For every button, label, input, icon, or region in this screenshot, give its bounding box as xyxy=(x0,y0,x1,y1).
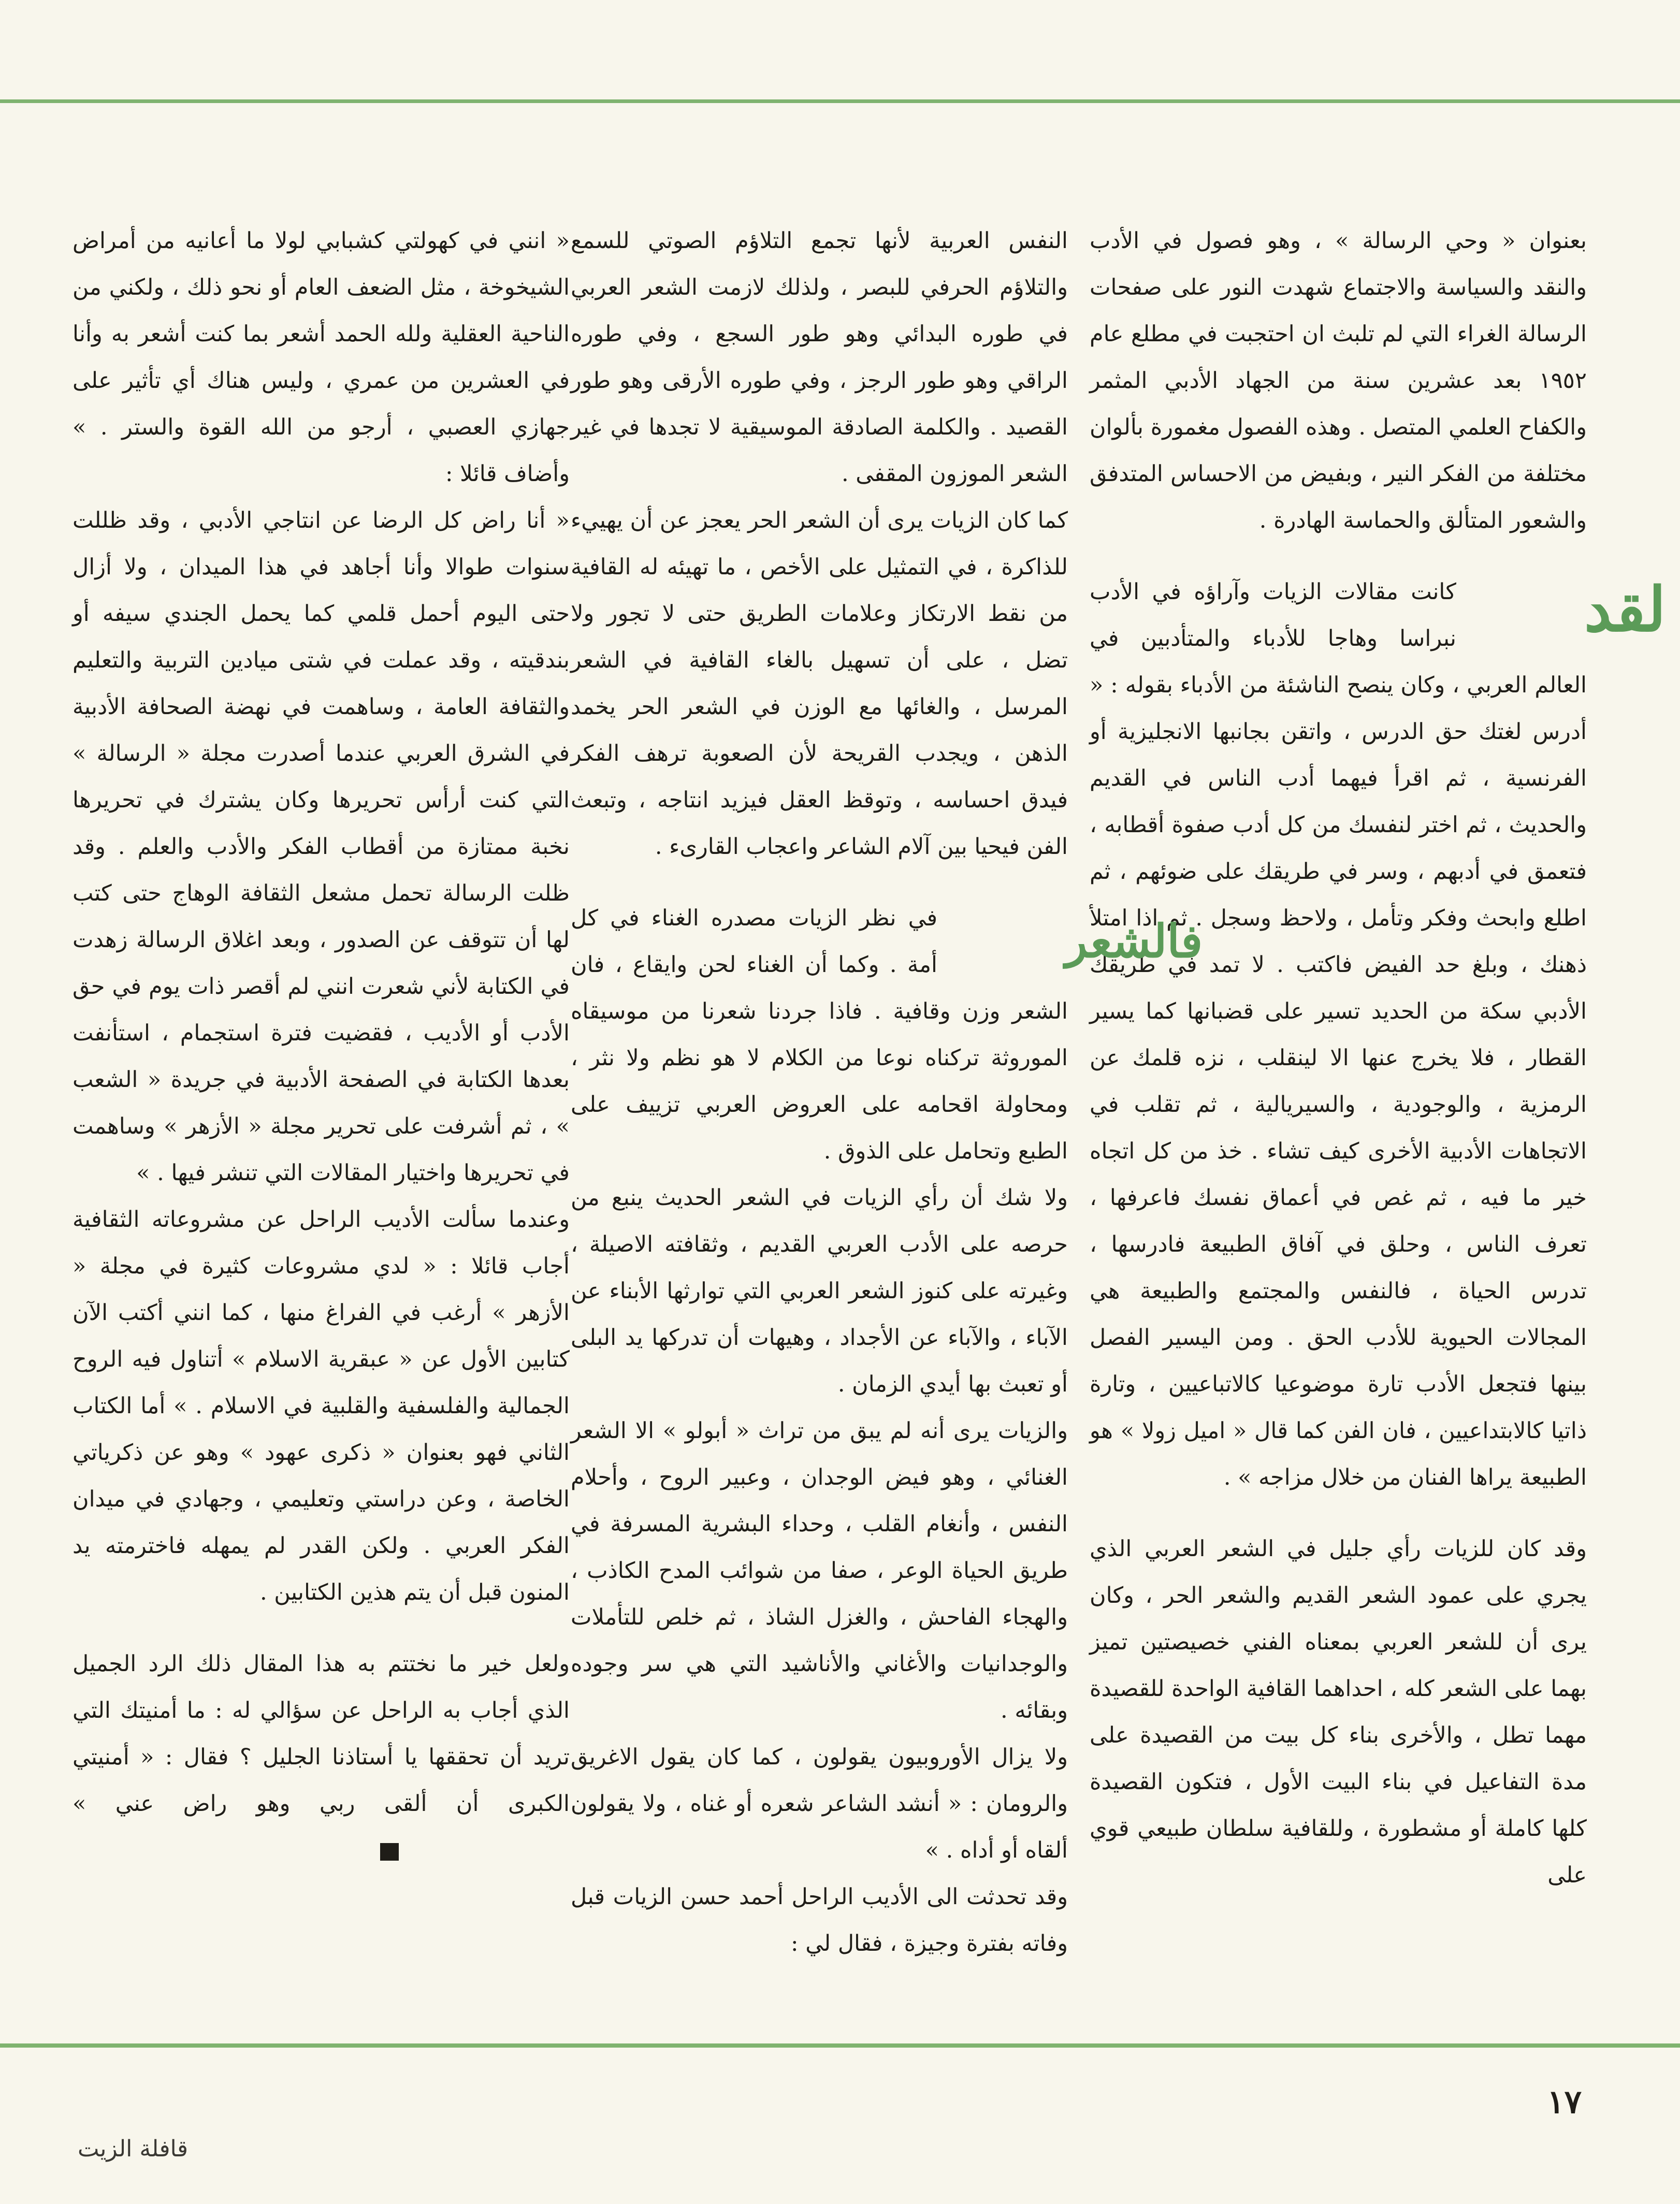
paragraph: وعندما سألت الأديب الراحل عن مشروعاته الثقافية أجاب قائلا : « لدي مشروعات كثيرة في مجلة « الأزهر » أرغب في الفراغ منها ، كما انني أكتب الآن كتابين الأول عن « عبقرية الاسلام » أتناول فيه الروح الجمالية والفلسفية والقلبية في الاسلام . » أما الكتاب الثاني فهو بعنوان « ذكرى عهود » وهو عن ذكرياتي الخاصة ، وعن دراستي وتعليمي ، وجهادي في ميدان الفكر العربي . ولكن القدر لم يمهله فاخترمته يد المنون قبل أن يتم هذين الكتابين . xyxy=(73,1207,570,1605)
top-green-rule xyxy=(0,99,1680,103)
drop-cap-word xyxy=(1468,573,1666,650)
paragraph-with-drop-cap xyxy=(571,895,1203,1174)
bottom-green-rule xyxy=(0,2043,1680,2048)
end-of-article-square-icon xyxy=(380,1843,399,1861)
paragraph: النفس العربية لأنها تجمع التلاؤم الصوتي للسمع والتلاؤم الحرفي للبصر ، ولذلك لازمت الشعر العربي في طوره البدائي وهو طور السجع ، وفي طوره الراقي وهو طور الرجز ، وفي طوره الأرقى وهو طور القصيد . والكلمة الصادقة الموسيقية لا تجدها في غير الشعر الموزون المقفى . xyxy=(571,228,1068,487)
drop-cap-text: لقد xyxy=(1584,573,1666,645)
paragraph: كما كان الزيات يرى أن الشعر الحر يعجز عن أن يهييء للذاكرة ، في التمثيل على الأخص ، ما تهيئه له القافية من نقط الارتكاز وعلامات الطريق حتى لا تجور ولا تضل ، على أن تسهيل بالغاء القافية في الشعر المرسل ، والغائها مع الوزن في الشعر الحر يخمد الذهن ، ويجدب القريحة لأن الصعوبة ترهف الفكر فيدق احساسه ، وتوقظ العقل فيزيد انتاجه ، وتبعث الفن فيحيا بين آلام الشاعر واعجاب القارىء . xyxy=(571,508,1068,860)
paragraph: وقد تحدثت الى الأديب الراحل أحمد حسن الزيات قبل وفاته بفترة وجيزة ، فقال لي : xyxy=(571,1884,1068,1956)
paragraph: ولا يزال الأوروبيون يقولون ، كما كان يقول الاغريق والرومان : « أنشد الشاعر شعره أو غناه ، ولا يقولون ألقاه أو أداه . » xyxy=(571,1744,1068,1863)
article-column-right xyxy=(1090,218,1666,1937)
article-column-left xyxy=(73,218,570,1937)
paragraph: « أنا راض كل الرضا عن انتاجي الأدبي ، وقد ظللت سنوات طوالا وأنا أجاهد في هذا الميدان ، ولا أزال حتى اليوم أحمل قلمي كما يحمل الجندي سيفه أو بندقيته ، وقد عملت في شتى ميادين التربية والتعليم والثقافة العامة ، وساهمت في نهضة الصحافة الأدبية في الشرق العربي عندما أصدرت مجلة « الرسالة » التي كنت أرأس تحريرها وكان يشترك في تحريرها نخبة ممتازة من أقطاب الفكر والأدب والعلم . وقد ظلت الرسالة تحمل مشعل الثقافة الوهاج حتى كتب لها أن تتوقف عن الصدور ، وبعد اغلاق الرسالة زهدت في الكتابة لأني شعرت انني لم أقصر ذات يوم في حق الأدب أو الأديب ، فقضيت فترة استجمام ، استأنفت بعدها الكتابة في الصفحة الأدبية في جريدة « الشعب » ، ثم أشرفت على تحرير مجلة « الأزهر » وساهمت في تحريرها واختيار المقالات التي تنشر فيها . » xyxy=(73,508,570,1186)
drop-cap-text: فالشعر xyxy=(1065,914,1203,968)
calligraphic-drop-cap xyxy=(949,899,1203,977)
article-column-middle xyxy=(571,218,1203,1956)
paragraph-body: في نظر الزيات مصدره الغناء في كل أمة . وكما أن الغناء لحن وايقاع ، فان الشعر وزن وقافية . فاذا جردنا شعرنا من موسيقاه الموروثة تركناه نوعا من الكلام لا هو نظم ولا نثر ، ومحاولة اقحامه على العروض العربي تزييف على الطبع وتحامل على الذوق . xyxy=(571,905,1068,1164)
paragraph-body: كانت مقالات الزيات وآراؤه في الأدب نبراسا وهاجا للأدباء والمتأدبين في العالم العربي ، وكان ينصح الناشئة من الأدباء بقوله : « أدرس لغتك حق الدرس ، واتقن بجانبها الانجليزية أو الفرنسية ، ثم اقرأ فيهما أدب الناس في القديم والحديث ، ثم اختر لنفسك من كل أدب صفوة أقطابه ، فتعمق في أدبهم ، وسر في طريقك على ضوئهم ، ثم اطلع وابحث وفكر وتأمل ، ولاحظ وسجل . ثم اذا امتلأ ذهنك ، وبلغ حد الفيض فاكتب . لا تمد في طريقك الأدبي سكة من الحديد تسير على قضبانها كما يسير القطار ، فلا يخرج عنها الا لينقلب ، نزه قلمك عن الرمزية ، والوجودية ، والسيريالية ، ثم تقلب في الاتجاهات الأدبية الأخرى كيف تشاء . خذ من كل اتجاه خير ما فيه ، ثم غص في أعماق نفسك فاعرفها ، تعرف الناس ، وحلق في آفاق الطبيعة فادرسها ، تدرس الحياة ، فالنفس والمجتمع والطبيعة هي المجالات الحيوية للأدب الحق . ومن اليسير الفصل بينها فتجعل الأدب تارة موضوعيا كالاتباعيين ، وتارة ذاتيا كالابتداعيين ، فان الفن كما قال « اميل زولا » هو الطبيعة يراها الفنان من خلال مزاجه » . xyxy=(1090,579,1587,1490)
paragraph: ولا شك أن رأي الزيات في الشعر الحديث ينبع من حرصه على الأدب العربي القديم ، وثقافته الاصيلة ، وغيرته على كنوز الشعر العربي التي توارثها الأبناء عن الآباء ، والآباء عن الأجداد ، وهيهات أن تدركها يد البلى أو تعبث بها أيدي الزمان . xyxy=(571,1185,1068,1397)
drop-cap-word xyxy=(949,899,1203,977)
calligraphic-drop-cap xyxy=(1468,573,1666,650)
paragraph: وقد كان للزيات رأي جليل في الشعر العربي الذي يجري على عمود الشعر القديم والشعر الحر ، وكان يرى أن للشعر العربي بمعناه الفني خصيصتين تميز بهما على الشعر كله ، احداهما القافية الواحدة للقصيدة مهما تطل ، والأخرى بناء كل بيت من القصيدة على مدة التفاعيل في بناء البيت الأول ، فتكون القصيدة كلها كاملة أو مشطورة ، وللقافية سلطان طبيعي قوي على xyxy=(1090,1536,1587,1888)
magazine-name: قافلة الزيت xyxy=(78,2136,188,2162)
paragraph-with-drop-cap xyxy=(1090,569,1666,1501)
page-number: ١٧ xyxy=(1547,2083,1582,2121)
paragraph xyxy=(73,1641,570,1874)
paragraph: والزيات يرى أنه لم يبق من تراث « أبولو » الا الشعر الغنائي ، وهو فيض الوجدان ، وعبير الروح ، وأحلام النفس ، وأنغام القلب ، وحداء البشرية المسرفة في طريق الحياة الوعر ، صفا من شوائب المدح الكاذب ، والهجاء الفاحش ، والغزل الشاذ ، ثم خلص للتأملات والوجدانيات والأغاني والأناشيد التي هي سر وجوده وبقائه . xyxy=(571,1418,1068,1723)
paragraph: « انني في كهولتي كشبابي لولا ما أعانيه من أمراض الشيخوخة ، مثل الضعف العام أو نحو ذلك ، ولكني من الناحية العقلية ولله الحمد أشعر بما كنت أشعر به وأنا في العشرين من عمري ، وليس هناك أي تأثير على جهازي العصبي ، أرجو من الله القوة والستر . » وأضاف قائلا : xyxy=(73,228,570,487)
paragraph: بعنوان « وحي الرسالة » ، وهو فصول في الأدب والنقد والسياسة والاجتماع شهدت النور على صفحات الرسالة الغراء التي لم تلبث ان احتجبت في مطلع عام ١٩٥٢ بعد عشرين سنة من الجهاد الأدبي المثمر والكفاح العلمي المتصل . وهذه الفصول مغمورة بألوان مختلفة من الفكر النير ، وبفيض من الاحساس المتدفق والشعور المتألق والحماسة الهادرة . xyxy=(1090,228,1587,533)
paragraph-body: ولعل خير ما نختتم به هذا المقال ذلك الرد الجميل الذي أجاب به الراحل عن سؤالي له : ما أمنيتك التي تريد أن تحققها يا أستاذنا الجليل ؟ فقال : « أمنيتي الكبرى أن ألقى ربي وهو راض عني » xyxy=(73,1651,570,1817)
